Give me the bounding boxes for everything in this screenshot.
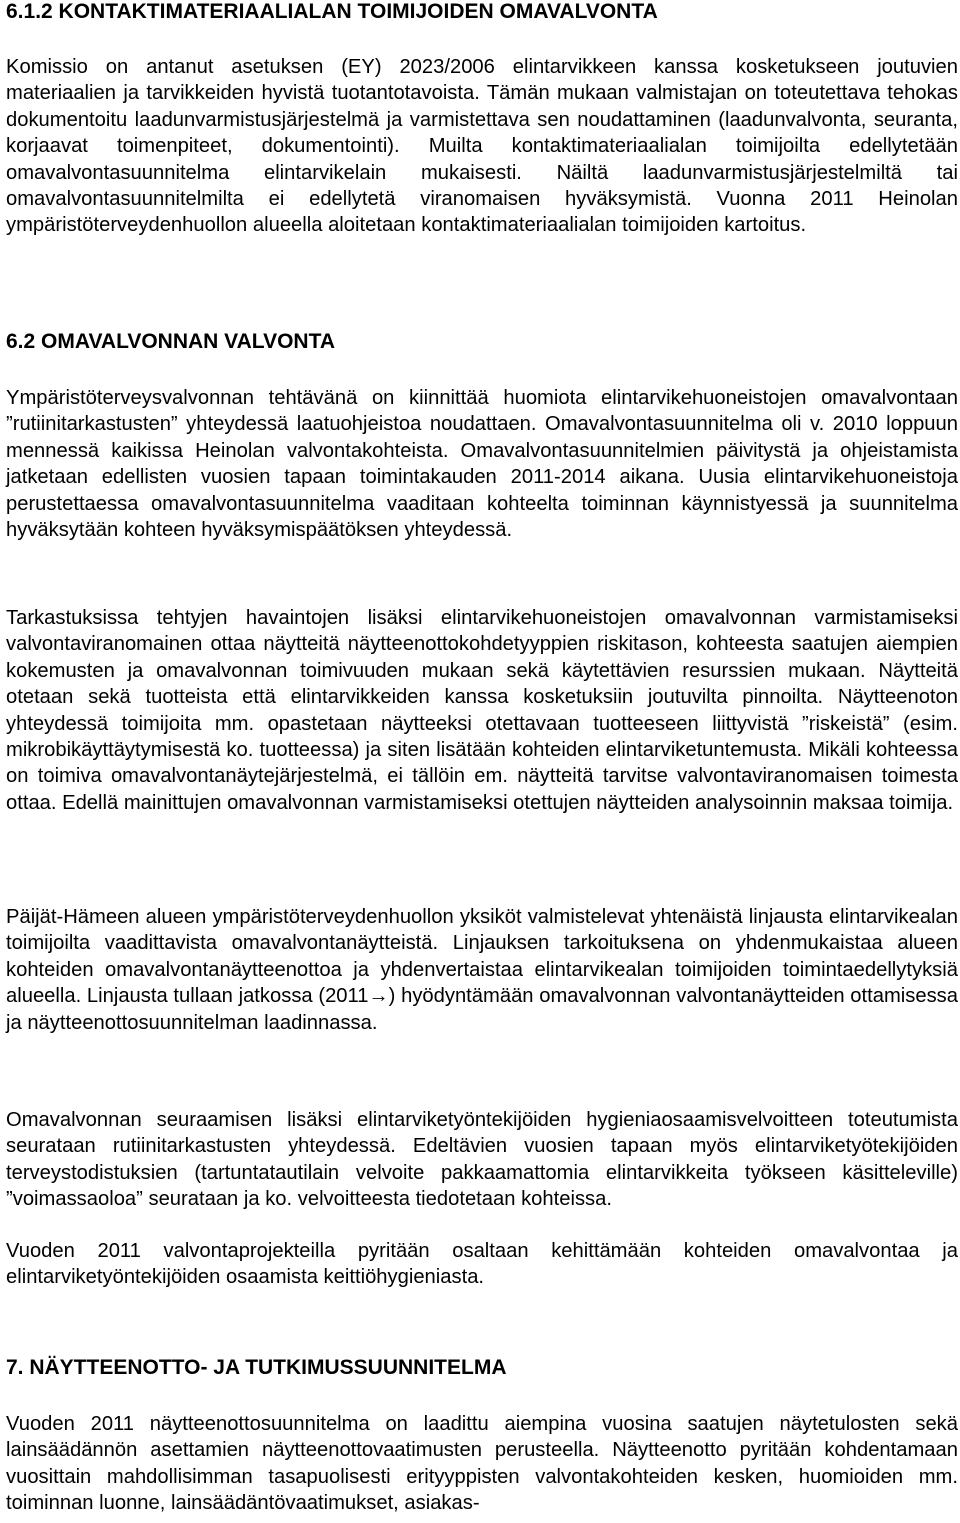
section-heading-6-2: 6.2 OMAVALVONNAN VALVONTA [6, 330, 336, 353]
paragraph-sampling-plan: Vuoden 2011 näytteenottosuunnitelma on laadittu aiempina vuosina saatujen näytetulosten sekä lainsäädännön asettamien näytteenottovaatimusten perusteella. Näytteenotto pyritään kohdentamaan vuosittain mahdollisimman tasapuolisesti erityyppisten valvontakohteiden kesken, huomioiden mm. toiminnan luonne, lainsäädäntövaatimukset, asiakas- [6, 1413, 958, 1515]
paragraph-hygiene-competence: Omavalvonnan seuraamisen lisäksi elintarviketyöntekijöiden hygieniaosaamisvelvoitteen toteutumista seurataan rutiinitarkastusten yhteydessä. Edeltävien vuosien tapaan myös elintarviketyötekijöiden terveystodistuksien (tartuntatautilain velvoite pakkaamattomia elintarvikkeita työkseen käsitteleville) ”voimassaoloa” seurataan ja ko. velvoitteesta tiedotetaan kohteissa. [6, 1109, 958, 1211]
section-heading-7: 7. NÄYTTEENOTTO- JA TUTKIMUSSUUNNITELMA [6, 1356, 507, 1379]
section-heading-6-1-2: 6.1.2 KONTAKTIMATERIAALIALAN TOIMIJOIDEN OMAVALVONTA [6, 0, 658, 23]
paragraph-sampling-inspections: Tarkastuksissa tehtyjen havaintojen lisäksi elintarvikehuoneistojen omavalvonnan varmistamiseksi valvontaviranomainen ottaa näytteitä näytteenottokohdetyyppien riskitason, kohteesta saatujen aiempien kokemusten ja omavalvonnan toimivuuden mukaan sekä käytettävien resurssien mukaan. Näytteitä otetaan sekä tuotteista että elintarvikkeiden kanssa kosketuksiin joutuvilta pinnoilta. Näytteenoton yhteydessä toimijoita mm. opastetaan näytteeksi otettavaan tuotteeseen liittyvistä ”riskeistä” (esim. mikrobikäyttäytymisestä ko. tuotteessa) ja siten lisätään kohteiden elintarviketuntemusta. Mikäli kohteessa on toimiva omavalvontanäytejärjestelmä, ei tällöin em. näytteitä tarvitse valvontaviranomaisen toimesta ottaa. Edellä mainittujen omavalvonnan varmistamiseksi otettujen näytteiden analysoinnin maksaa toimija. [6, 607, 958, 814]
paragraph-contact-materials: Komissio on antanut asetuksen (EY) 2023/2006 elintarvikkeen kanssa kosketukseen joutuvien materiaalien ja tarvikkeiden hyvistä tuotantotavoista. Tämän mukaan valmistajan on toteutettava tehokas dokumentoitu laadunvarmistusjärjestelmä ja varmistettava sen noudattaminen (laadunvalvonta, seuranta, korjaavat toimenpiteet, dokumentointi). Muilta kontaktimateriaalialan toimijoilta edellytetään omavalvontasuunnitelma elintarvikelain mukaisesti. Näiltä laadunvarmistusjärjestelmiltä tai omavalvontasuunnitelmilta ei edellytetä viranomaisen hyväksymistä. Vuonna 2011 Heinolan ympäristöterveydenhuollon alueella aloitetaan kontaktimateriaalialan toimijoiden kartoitus. [6, 56, 958, 237]
paragraph-supervision-duty: Ympäristöterveysvalvonnan tehtävänä on kiinnittää huomiota elintarvikehuoneistojen omavalvontaan ”rutiinitarkastusten” yhteydessä laatuohjeistoa noudattaen. Omavalvontasuunnitelma oli v. 2010 loppuun mennessä kaikissa Heinolan valvontakohteista. Omavalvontasuunnitelmien päivitystä ja ohjeistamista jatketaan edellisten vuosien tapaan toimintakauden 2011-2014 aikana. Uusia elintarvikehuoneistoja perustettaessa omavalvontasuunnitelma vaaditaan kohteelta toiminnan käynnistyessä ja suunnitelma hyväksytään kohteen hyväksymispäätöksen yhteydessä. [6, 387, 958, 542]
paragraph-regional-guidelines: Päijät-Hämeen alueen ympäristöterveydenhuollon yksiköt valmistelevat yhtenäistä linjausta elintarvikealan toimijoilta vaadittavista omavalvontanäytteistä. Linjauksen tarkoituksena on yhdenmukaistaa alueen kohteiden omavalvontanäytteenottoa ja yhdenvertaistaa elintarvikealan toimijoiden toimintaedellytyksiä alueella. Linjausta tullaan jatkossa (2011→) hyödyntämään omavalvonnan valvontanäytteiden ottamisessa ja näytteenottosuunnitelman laadinnassa. [6, 906, 958, 1034]
paragraph-projects-2011: Vuoden 2011 valvontaprojekteilla pyritään osaltaan kehittämään kohteiden omavalvontaa ja elintarviketyöntekijöiden osaamista keittiöhygieniasta. [6, 1240, 958, 1289]
